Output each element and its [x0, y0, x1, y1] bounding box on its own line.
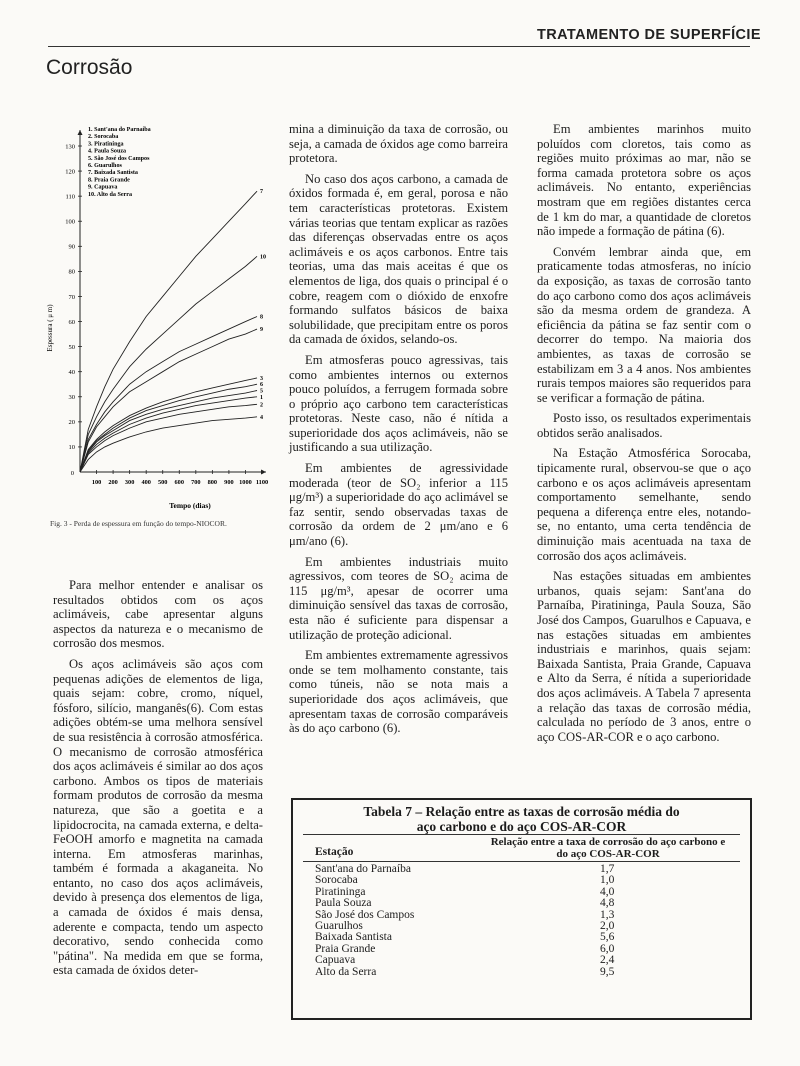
table-cell-ratio: 6,0	[600, 942, 615, 955]
table-cell-station: Sorocaba	[315, 874, 358, 887]
legend-entry: 4. Paula Souza	[88, 148, 127, 155]
legend-entry: 6. Guarulhos	[88, 163, 122, 169]
table-cell-station: Baixada Santista	[315, 931, 392, 944]
series-label: 2	[260, 402, 264, 409]
y-tick-label: 40	[68, 368, 75, 376]
legend-entry: 1. Sant'ana do Parnaíba	[88, 127, 151, 133]
table-cell-station: Guarulhos	[315, 919, 363, 932]
x-tick-label: 500	[158, 479, 168, 486]
running-head: TRATAMENTO DE SUPERFÍCIE	[537, 27, 761, 43]
table-row	[315, 887, 735, 898]
x-tick-label: 100	[91, 479, 102, 486]
table-title-line: Tabela 7 – Relação entre as taxas de corrosão média do	[363, 804, 680, 819]
paragraph: Para melhor entender e analisar os resultados obtidos com os aços aclimáveis, cabe apresentar alguns aspectos da natureza e o mecanismo de corrosão dos mesmos.	[53, 578, 263, 651]
body-column-1	[53, 578, 263, 978]
series-label: 8	[260, 314, 264, 321]
table-cell-ratio: 5,6	[600, 931, 615, 944]
legend-entry: 5. São José dos Campos	[88, 155, 150, 162]
series-line-3	[80, 378, 257, 472]
table-cell-station: Capuava	[315, 954, 356, 967]
table-cell-station: Sant'ana do Parnaíba	[315, 863, 411, 875]
y-axis-label: Espessura ( μ m)	[46, 304, 54, 352]
table-body	[315, 864, 735, 978]
table-cell-ratio: 1,0	[600, 874, 615, 887]
header-rule	[48, 46, 750, 47]
paragraph: Em ambientes de agressividade moderada (teor de SO₂ inferior a 115 μg/m³) a superioridade do aço aclimável se faz sentir, sendo observadas taxas de corrosão da ordem de 2 μm/ano e 6 μm/ano (6).	[289, 461, 508, 549]
table-cell-ratio: 9,5	[600, 965, 615, 978]
table-row	[315, 944, 735, 955]
table-cell-station: Alto da Serra	[315, 965, 377, 978]
table-7	[291, 798, 752, 1020]
y-tick-label: 30	[68, 394, 75, 402]
y-tick-label: 120	[65, 168, 75, 176]
legend-entry: 3. Piratininga	[88, 141, 124, 148]
series-line-6	[80, 384, 257, 472]
table-row	[315, 910, 735, 921]
x-tick-label: 600	[174, 479, 184, 486]
table-rule	[303, 861, 740, 862]
table-row	[315, 864, 735, 875]
chart-series	[80, 189, 266, 472]
y-tick-label: 20	[68, 419, 75, 427]
legend-entry: 9. Capuava	[88, 184, 118, 191]
y-tick-label: 110	[65, 193, 75, 201]
thickness-loss-chart	[40, 118, 275, 518]
table-cell-ratio: 1,7	[600, 863, 615, 875]
paragraph: Nas estações situadas em ambientes urbanos, quais sejam: Sant'ana do Parnaíba, Piratininga, Paula Souza, São José dos Campos, Guarulhos e Capuava, e nas estações situadas em ambientes industriais e marinhos, quais sejam: Baixada Santista, Praia Grande, Capuava e Alto da Serra, é nítida a superioridade dos aços aclimáveis. A Tabela 7 apresenta a relação das taxas de corrosão média, calculada no período de 3 anos, entre o aço COS-AR-COR e o aço carbono.	[537, 569, 751, 744]
paragraph: Em ambientes industriais muito agressivos, com teores de SO₂ acima de 115 μg/m³, apesar de ocorrer uma diminuição sensível das taxas de corrosão, esta não é suficiente para dispensar a utilização de proteção adicional.	[289, 554, 508, 642]
series-label: 4	[260, 414, 264, 421]
table-cell-ratio: 4,8	[600, 897, 615, 910]
body-column-2	[289, 122, 508, 736]
series-label: 3	[260, 375, 264, 382]
body-column-3	[537, 122, 751, 744]
table-rule	[303, 834, 740, 835]
y-tick-label: 60	[68, 318, 75, 326]
series-label: 6	[260, 382, 264, 389]
paragraph: Em ambientes extremamente agressivos onde se tem molhamento constante, tais como túneis, não se nota mais a superioridade dos aços aclimáveis, que apresentam taxas de corrosão comparáveis às do aço carbono (6).	[289, 648, 508, 736]
y-tick-label: 10	[68, 444, 75, 452]
legend-entry: 10. Alto da Serra	[88, 191, 133, 198]
y-tick-label: 80	[68, 268, 75, 276]
x-tick-label: 700	[191, 479, 201, 486]
y-tick-label: 90	[68, 243, 75, 251]
x-tick-label: 400	[141, 479, 151, 486]
table-cell-ratio: 1,3	[600, 908, 615, 921]
paragraph: Convém lembrar ainda que, em praticamente todas atmosferas, no início da exposição, as taxas de corrosão tanto do aço carbono como dos aços aclimáveis são da mesma ordem de grandeza. A eficiência da pátina se faz sentir com o decorrer do tempo. Na maioria dos ambientes, as taxas de corrosão se estabilizam em 3 a 4 anos. Nos ambientes rurais tempos maiores são requeridos para se verificar a formação de pátina.	[537, 244, 751, 405]
table-cell-ratio: 4,0	[600, 885, 615, 898]
paragraph: Em atmosferas pouco agressivas, tais como ambientes internos ou externos pouco poluídos, a ferrugem formada sobre o próprio aço carbono tem características protetoras. Neste caso, não é nítida a superioridade dos aços aclimáveis, não se justificando a sua utilização.	[289, 352, 508, 455]
legend-entry: 2. Sorocaba	[88, 134, 119, 141]
series-line-4	[80, 417, 257, 472]
table-cell-station: Paula Souza	[315, 897, 372, 910]
x-tick-label: 1100	[255, 479, 269, 486]
series-label: 9	[260, 327, 264, 334]
table-cell-station: Praia Grande	[315, 942, 376, 955]
table-cell-ratio: 2,0	[600, 919, 615, 932]
series-line-7	[80, 191, 257, 472]
table-row	[315, 898, 735, 909]
table-title	[293, 804, 750, 834]
paragraph: Em ambientes marinhos muito poluídos com cloretos, tais como as regiões muito próximas ao mar, não se forma camada protetora sobre os aços aclimáveis. No entanto, experiências mostram que em regiões distantes cerca de 1 km do mar, a quantidade de cloretos não impede a formação de pátina (6).	[537, 122, 751, 239]
paragraph: Posto isso, os resultados experimentais obtidos serão analisados.	[537, 411, 751, 440]
paragraph: Na Estação Atmosférica Sorocaba, tipicamente rural, observou-se que o aço carbono e os aços aclimáveis apresentam comportamento semelhante, sendo pequena a diferença entre eles, notando-se, no entanto, uma certa tendência de diminuição mais acentuada na taxa de corrosão dos aços aclimáveis.	[537, 446, 751, 563]
series-label: 5	[260, 388, 264, 395]
table-cell-station: Piratininga	[315, 885, 366, 898]
section-title: Corrosão	[46, 56, 133, 79]
y-tick-label: 100	[65, 218, 75, 226]
x-tick-label: 800	[207, 479, 218, 486]
x-tick-label: 1000	[239, 479, 252, 486]
x-axis-label: Tempo (dias)	[169, 501, 211, 510]
y-tick-label: 130	[65, 143, 75, 151]
series-label: 10	[260, 254, 267, 261]
y-tick-label: 0	[70, 470, 74, 477]
paragraph: Os aços aclimáveis são aços com pequenas adições de elementos de liga, quais sejam: cobre, cromo, níquel, fósforo, silício, manganês(6). Com estas adições obtém-se uma melhora sensível de sua resistência à corrosão atmosférica. O mecanismo de corrosão atmosférica dos aços aclimáveis é similar ao dos aços carbono. Ambos os tipos de materiais formam produtos de corrosão da mesma natureza, que são a goetita e a lipidocrocita, na camada externa, e delta-FeOOH amorfo e magnetita na camada interna. Em atmosferas marinhas, também é formada a akaganeita. No entanto, no caso dos aços aclimáveis, devido à presença dos elementos de liga, a camada de óxidos é mais densa, aderente e compacta, tendo um aspecto decorativo, sendo conhecida como "pátina". Na medida em que se forma, esta camada de óxidos deter-	[53, 656, 263, 978]
table-title-line: aço carbono e do aço COS-AR-COR	[416, 819, 627, 834]
paragraph: mina a diminuição da taxa de corrosão, ou seja, a camada de óxidos age como barreira protetora.	[289, 122, 508, 166]
series-label: 1	[260, 394, 264, 401]
paragraph: No caso dos aços carbono, a camada de óxidos formada é, em geral, porosa e não tem características protetoras. Existem várias teorias que tentam explicar as razões das diferenças observadas entre os aços aclimáveis e os aços carbonos. Entre tais teorias, uma das mais aceitas é que os elementos de liga, dos quais o principal é o cobre, reagem com o dióxido de enxofre formando sulfatos básicos de baixa solubilidade, que precipitam entre os poros da camada de óxidos, selando-os.	[289, 171, 508, 347]
x-tick-label: 200	[108, 479, 118, 486]
y-tick-label: 50	[68, 343, 75, 351]
legend-entry: 7. Baixada Santista	[88, 170, 138, 177]
chart-legend	[88, 127, 151, 198]
table-cell-ratio: 2,4	[600, 954, 615, 967]
series-line-5	[80, 391, 257, 473]
series-label: 7	[260, 189, 264, 196]
table-row	[315, 967, 735, 978]
table-header-ratio	[473, 837, 743, 860]
table-header-line: do aço COS-AR-COR	[556, 847, 660, 860]
legend-entry: 8. Praia Grande	[88, 177, 130, 184]
x-tick-label: 900	[224, 479, 234, 486]
figure-caption: Fig. 3 - Perda de espessura em função do tempo-NIOCOR.	[50, 519, 227, 528]
table-header-line: Relação entre a taxa de corrosão do aço carbono e	[490, 836, 726, 848]
y-axis-arrow	[78, 130, 83, 135]
table-row	[315, 932, 735, 943]
table-row	[315, 875, 735, 886]
series-line-8	[80, 317, 257, 472]
y-tick-label: 70	[68, 293, 75, 301]
table-cell-station: São José dos Campos	[315, 908, 415, 921]
table-header-station: Estação	[315, 846, 354, 858]
x-tick-label: 300	[124, 479, 135, 486]
table-row	[315, 955, 735, 966]
